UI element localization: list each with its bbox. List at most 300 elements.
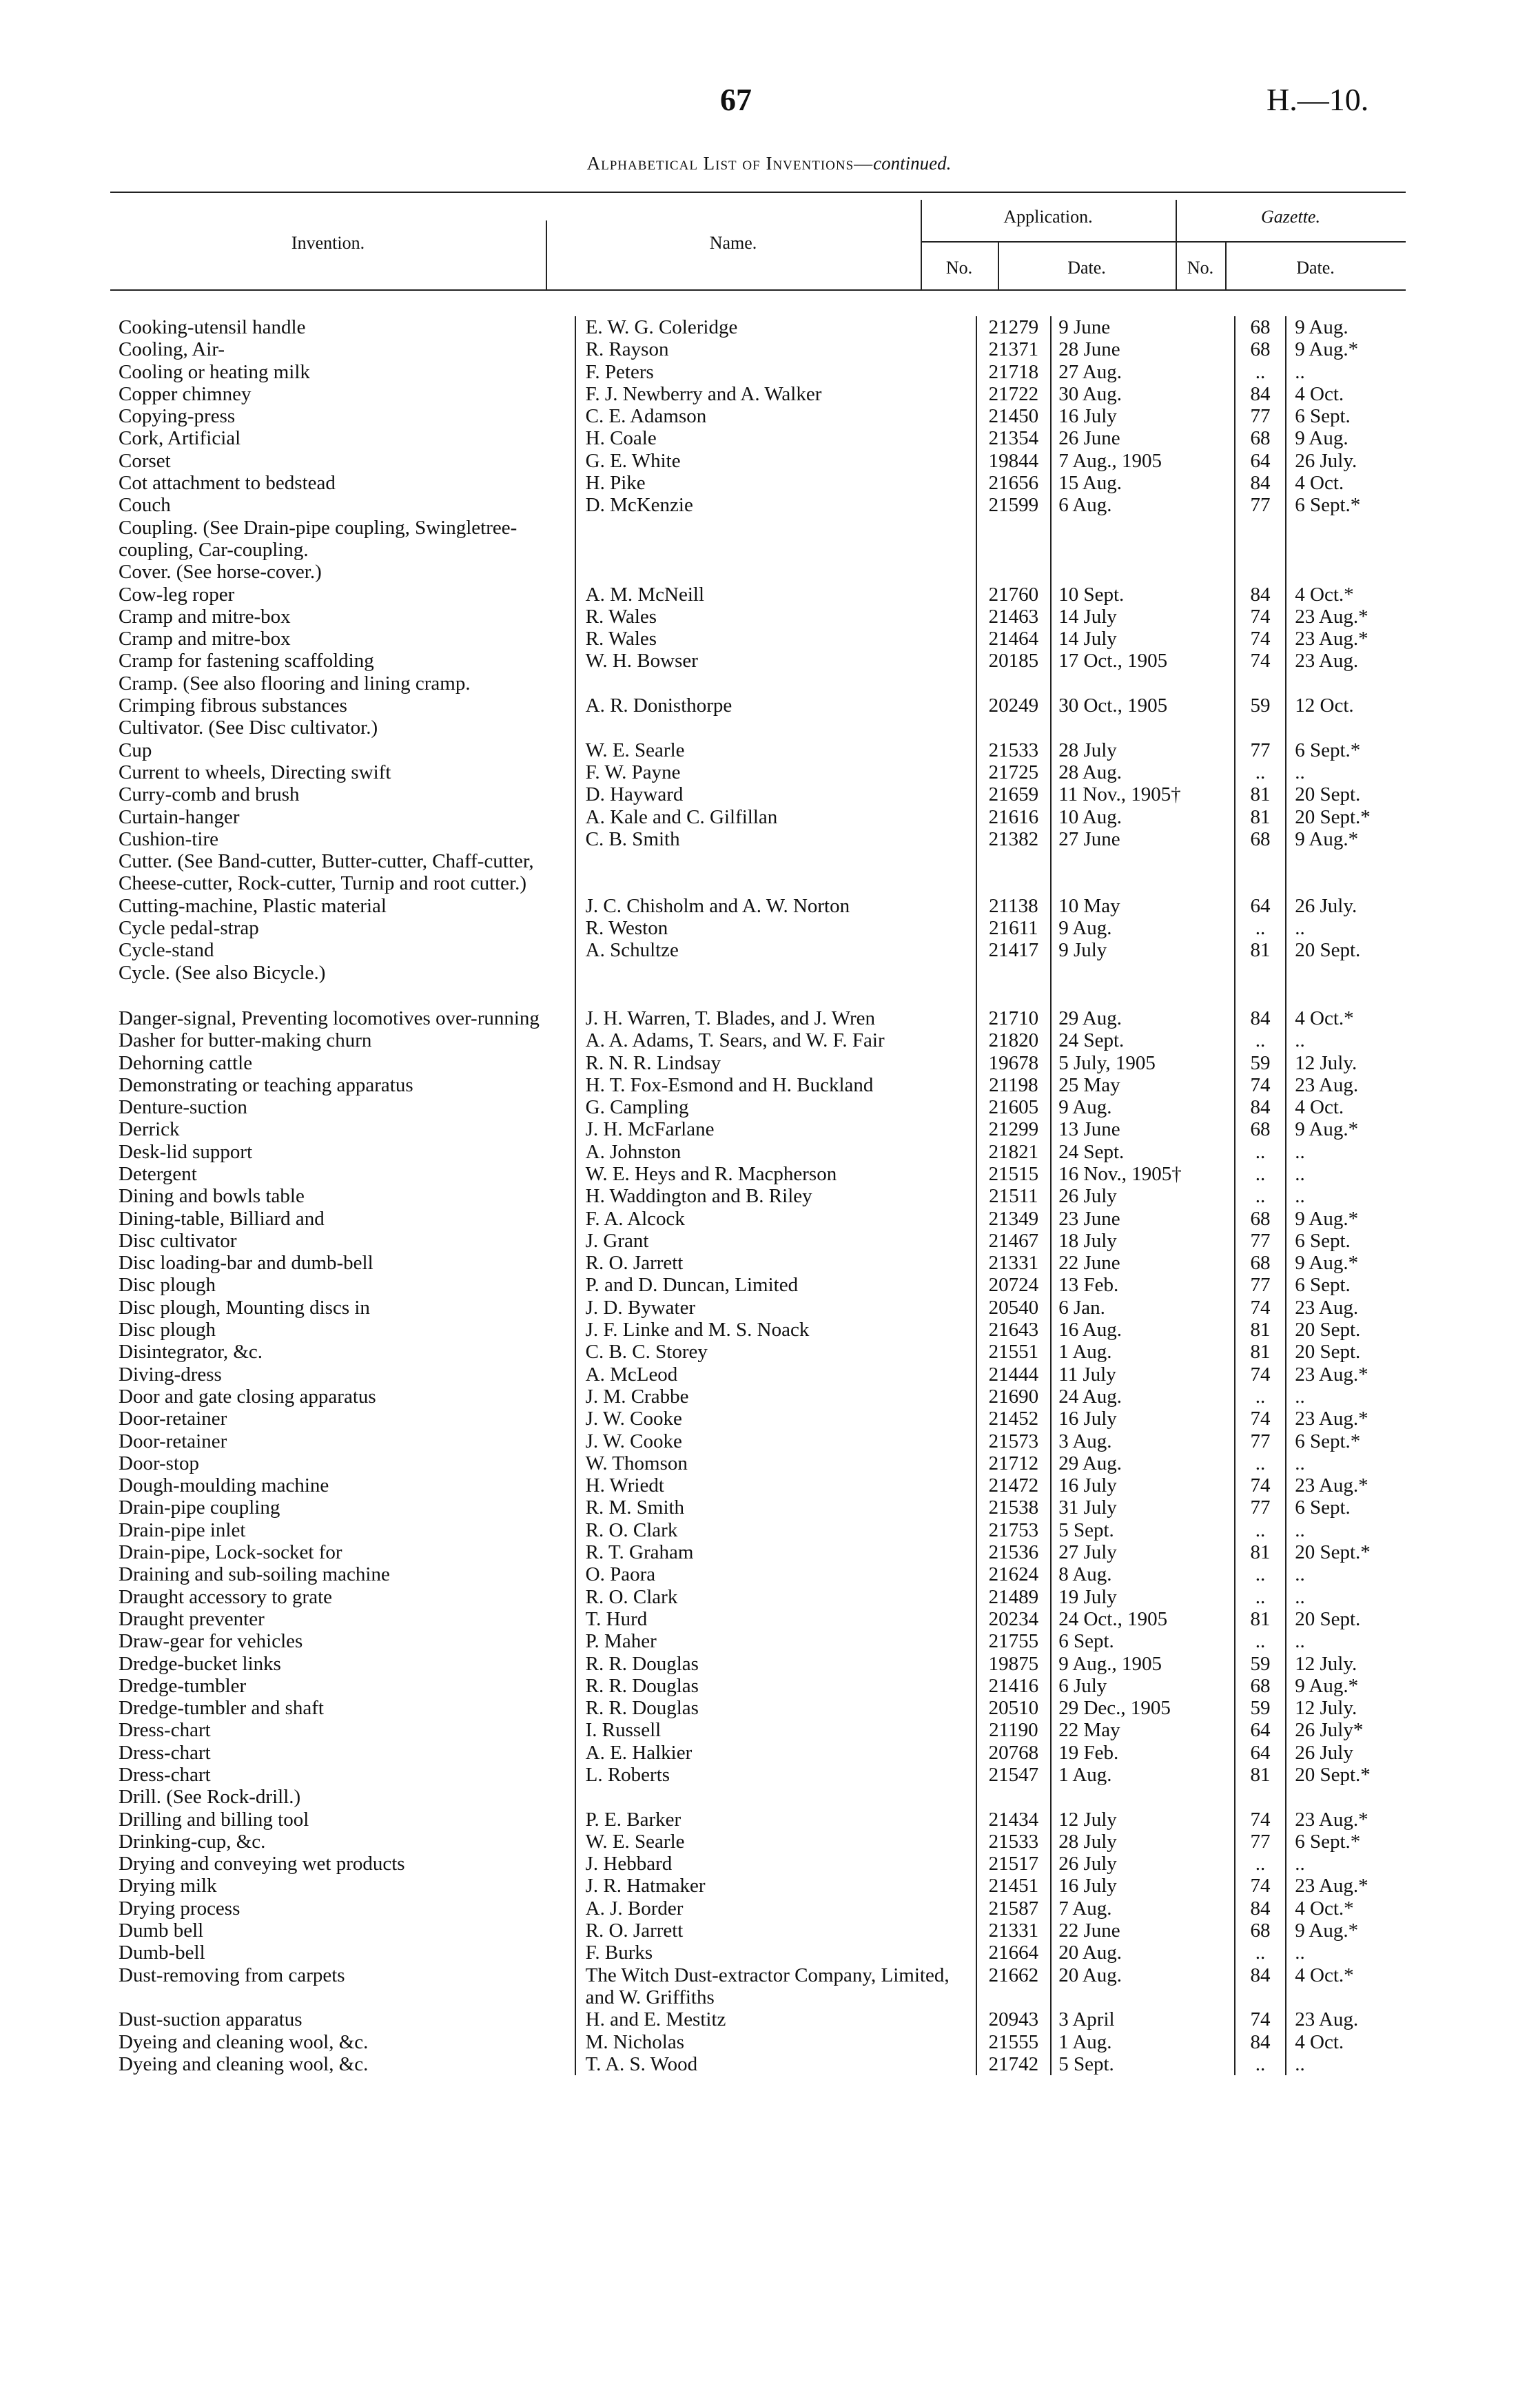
gazette-no-cell: 68 [1235, 828, 1286, 850]
application-date-cell: 27 June [1051, 828, 1234, 850]
gazette-date-cell: 9 Aug. [1286, 316, 1406, 338]
application-date-cell [1051, 517, 1234, 562]
name-cell [575, 672, 976, 694]
gazette-date-cell: .. [1286, 1185, 1406, 1207]
name-cell: F. Burks [575, 1942, 976, 1964]
gazette-date-cell: 26 July. [1286, 895, 1406, 917]
application-date-cell: 6 Aug. [1051, 494, 1234, 516]
application-no-cell: 20249 [976, 694, 1052, 717]
table-row [110, 338, 1406, 360]
table-row [110, 1496, 1406, 1519]
application-date-cell: 16 Nov., 1905† [1051, 1163, 1234, 1185]
gazette-no-cell: 81 [1235, 806, 1286, 828]
invention-cell: Dyeing and cleaning wool, &c. [119, 2052, 369, 2075]
application-no-cell: 21821 [976, 1141, 1052, 1163]
gazette-no-cell: 81 [1235, 1541, 1286, 1563]
gazette-no-cell: 74 [1235, 1474, 1286, 1496]
table-row [110, 1675, 1406, 1697]
gazette-date-cell [1286, 984, 1406, 1007]
invention-cell: Disc plough [119, 1319, 216, 1341]
name-cell: A. Schultze [575, 939, 976, 961]
name-cell: R. O. Clark [575, 1519, 976, 1541]
name-cell: A. R. Donisthorpe [575, 694, 976, 717]
application-no-cell: 20510 [976, 1697, 1052, 1719]
application-date-cell: 5 July, 1905 [1051, 1052, 1234, 1074]
name-cell: M. Nicholas [575, 2031, 976, 2053]
name-cell: A. M. McNeill [575, 584, 976, 606]
application-date-cell: 17 Oct., 1905 [1051, 650, 1234, 672]
application-no-cell: 21464 [976, 628, 1052, 650]
application-no-cell: 21511 [976, 1185, 1052, 1207]
invention-cell: Door-retainer [119, 1408, 227, 1430]
invention-cell: Coupling. (See Drain-pipe coupling, Swingletree-coupling, Car-coupling. [119, 516, 517, 561]
invention-cell: Dredge-tumbler and shaft [119, 1697, 324, 1720]
name-cell: L. Roberts [575, 1764, 976, 1786]
gazette-date-cell: 9 Aug.* [1286, 1920, 1406, 1942]
gazette-no-cell: 64 [1235, 450, 1286, 472]
table-row [110, 1942, 1406, 1964]
gazette-no-cell: .. [1235, 1519, 1286, 1541]
name-cell [575, 1786, 976, 1808]
table-row [110, 405, 1406, 427]
gazette-date-cell: 4 Oct. [1286, 383, 1406, 405]
gazette-date-cell: 4 Oct.* [1286, 584, 1406, 606]
application-date-cell: 9 June [1051, 316, 1234, 338]
gazette-date-cell: 9 Aug.* [1286, 338, 1406, 360]
table-row [110, 494, 1406, 516]
gazette-no-cell: 59 [1235, 1052, 1286, 1074]
table-row [110, 1274, 1406, 1296]
application-no-cell: 21538 [976, 1496, 1052, 1519]
table-row [110, 1809, 1406, 1831]
gazette-no-cell: 84 [1235, 1964, 1286, 2009]
application-no-cell: 21349 [976, 1208, 1052, 1230]
table-row [110, 1141, 1406, 1163]
application-date-cell: 14 July [1051, 628, 1234, 650]
gazette-date-cell: 6 Sept. [1286, 1274, 1406, 1296]
invention-cell: Cow-leg roper [119, 583, 235, 606]
table-row [110, 584, 1406, 606]
gazette-no-cell [1235, 850, 1286, 895]
application-date-cell: 24 Aug. [1051, 1386, 1234, 1408]
col-header-gazette: Gazette. [1261, 207, 1320, 227]
application-date-cell: 22 June [1051, 1252, 1234, 1274]
application-date-cell: 14 July [1051, 606, 1234, 628]
invention-cell: Draining and sub-soiling machine [119, 1563, 390, 1586]
name-cell: W. H. Bowser [575, 650, 976, 672]
name-cell: J. W. Cooke [575, 1408, 976, 1430]
table-row [110, 1653, 1406, 1675]
gazette-date-cell: .. [1286, 1163, 1406, 1185]
application-date-cell: 7 Aug. [1051, 1897, 1234, 1920]
table-row [110, 1163, 1406, 1185]
application-date-cell: 15 Aug. [1051, 472, 1234, 494]
table-row [110, 1786, 1406, 1808]
application-date-cell: 1 Aug. [1051, 2031, 1234, 2053]
name-cell: R. O. Clark [575, 1586, 976, 1608]
name-cell: H. Coale [575, 427, 976, 449]
gazette-date-cell: 6 Sept.* [1286, 739, 1406, 761]
invention-cell: Cooling or heating milk [119, 360, 310, 383]
table-row [110, 1297, 1406, 1319]
gazette-date-cell: 6 Sept.* [1286, 1831, 1406, 1853]
gazette-date-cell: 4 Oct. [1286, 1096, 1406, 1118]
application-date-cell: 28 June [1051, 338, 1234, 360]
table-row [110, 1586, 1406, 1608]
invention-cell: Cooling, Air- [119, 338, 225, 361]
table-row [110, 850, 1406, 895]
name-cell: The Witch Dust-extractor Company, Limited, and W. Griffiths [575, 1964, 976, 2009]
invention-cell: Cramp for fastening scaffolding [119, 650, 374, 672]
application-no-cell: 21611 [976, 917, 1052, 939]
application-date-cell: 31 July [1051, 1496, 1234, 1519]
gazette-no-cell: 64 [1235, 1742, 1286, 1764]
application-no-cell: 19844 [976, 450, 1052, 472]
gazette-date-cell: 23 Aug.* [1286, 1809, 1406, 1831]
invention-cell: Dasher for butter-making churn [119, 1029, 372, 1052]
name-cell: A. Johnston [575, 1141, 976, 1163]
table-row [110, 1563, 1406, 1585]
gazette-date-cell: .. [1286, 1563, 1406, 1585]
invention-cell: Curtain-hanger [119, 805, 240, 828]
table-row [110, 1074, 1406, 1096]
invention-cell: Dust-suction apparatus [119, 2008, 303, 2031]
gazette-no-cell: 77 [1235, 405, 1286, 427]
invention-cell: Cultivator. (See Disc cultivator.) [119, 717, 378, 739]
application-date-cell [1051, 984, 1234, 1007]
application-no-cell: 21753 [976, 1519, 1052, 1541]
invention-cell: Disc plough, Mounting discs in [119, 1296, 370, 1319]
table-row [110, 1230, 1406, 1252]
gazette-no-cell: .. [1235, 1586, 1286, 1608]
application-no-cell: 21725 [976, 761, 1052, 783]
table-row [110, 450, 1406, 472]
gazette-date-cell: 6 Sept.* [1286, 494, 1406, 516]
gazette-no-cell: 68 [1235, 1252, 1286, 1274]
gazette-date-cell: 4 Oct. [1286, 472, 1406, 494]
application-no-cell: 21536 [976, 1541, 1052, 1563]
application-no-cell: 21662 [976, 1964, 1052, 2009]
application-date-cell: 16 July [1051, 1408, 1234, 1430]
gazette-date-cell: 12 July. [1286, 1653, 1406, 1675]
gazette-no-cell: .. [1235, 1163, 1286, 1185]
application-no-cell: 21517 [976, 1853, 1052, 1875]
application-no-cell: 20943 [976, 2008, 1052, 2030]
application-date-cell: 10 Sept. [1051, 584, 1234, 606]
name-cell: J. D. Bywater [575, 1297, 976, 1319]
table-row [110, 383, 1406, 405]
gazette-date-cell: 6 Sept. [1286, 1496, 1406, 1519]
gazette-no-cell: 74 [1235, 1875, 1286, 1897]
application-no-cell: 21331 [976, 1252, 1052, 1274]
gazette-no-cell: 81 [1235, 939, 1286, 961]
gazette-no-cell: 74 [1235, 606, 1286, 628]
gazette-date-cell: .. [1286, 1386, 1406, 1408]
application-no-cell: 21659 [976, 783, 1052, 805]
application-no-cell: 21450 [976, 405, 1052, 427]
application-no-cell: 21444 [976, 1363, 1052, 1386]
invention-cell: Cushion-tire [119, 827, 218, 850]
application-date-cell [1051, 717, 1234, 739]
name-cell: J. Grant [575, 1230, 976, 1252]
gazette-no-cell: 59 [1235, 1697, 1286, 1719]
application-no-cell: 21718 [976, 361, 1052, 383]
application-date-cell: 11 July [1051, 1363, 1234, 1386]
heading-continued: continued. [873, 153, 952, 174]
application-date-cell: 28 Aug. [1051, 761, 1234, 783]
table-row [110, 650, 1406, 672]
gazette-date-cell: 12 July. [1286, 1697, 1406, 1719]
invention-cell: Curry-comb and brush [119, 783, 300, 806]
col-header-application: Application. [1003, 207, 1093, 227]
application-date-cell: 1 Aug. [1051, 1341, 1234, 1363]
application-no-cell [976, 717, 1052, 739]
application-date-cell: 5 Sept. [1051, 2053, 1234, 2075]
gazette-date-cell: .. [1286, 361, 1406, 383]
table-row [110, 895, 1406, 917]
gazette-date-cell: 4 Oct.* [1286, 1007, 1406, 1029]
name-cell: R. R. Douglas [575, 1675, 976, 1697]
application-no-cell: 21820 [976, 1029, 1052, 1051]
table-row [110, 1029, 1406, 1051]
invention-cell: Drilling and billing tool [119, 1808, 309, 1831]
invention-cell: Demonstrating or teaching apparatus [119, 1073, 413, 1096]
name-cell: F. A. Alcock [575, 1208, 976, 1230]
name-cell: C. B. Smith [575, 828, 976, 850]
invention-cell: Danger-signal, Preventing locomotives over-running [119, 1007, 540, 1029]
table-row [110, 962, 1406, 984]
application-date-cell: 24 Oct., 1905 [1051, 1608, 1234, 1630]
gazette-date-cell: 23 Aug. [1286, 1297, 1406, 1319]
application-no-cell: 21547 [976, 1764, 1052, 1786]
name-cell: C. E. Adamson [575, 405, 976, 427]
application-rule [921, 241, 1406, 243]
gazette-date-cell: .. [1286, 761, 1406, 783]
invention-cell: Drying process [119, 1897, 240, 1920]
application-date-cell: 6 Sept. [1051, 1630, 1234, 1652]
application-no-cell: 21605 [976, 1096, 1052, 1118]
application-date-cell: 6 July [1051, 1675, 1234, 1697]
gazette-no-cell: 77 [1235, 1496, 1286, 1519]
application-no-cell: 21742 [976, 2053, 1052, 2075]
col-header-app-date: Date. [1067, 258, 1106, 278]
application-no-cell: 21371 [976, 338, 1052, 360]
invention-cell: Drain-pipe, Lock-socket for [119, 1541, 342, 1564]
application-date-cell: 11 Nov., 1905† [1051, 783, 1234, 805]
gazette-no-cell: .. [1235, 1029, 1286, 1051]
table-row [110, 1096, 1406, 1118]
invention-cell: Cutting-machine, Plastic material [119, 894, 387, 917]
gazette-date-cell: .. [1286, 1942, 1406, 1964]
header-divider-name [546, 220, 547, 289]
gazette-date-cell: .. [1286, 2053, 1406, 2075]
invention-cell: Dining-table, Billiard and [119, 1207, 325, 1230]
table-row [110, 1386, 1406, 1408]
application-no-cell: 21624 [976, 1563, 1052, 1585]
table-row [110, 1341, 1406, 1363]
name-cell: J. H. Warren, T. Blades, and J. Wren [575, 1007, 976, 1029]
gazette-date-cell: .. [1286, 1452, 1406, 1474]
gazette-date-cell: 6 Sept. [1286, 405, 1406, 427]
gazette-no-cell: .. [1235, 1141, 1286, 1163]
gazette-no-cell: 64 [1235, 895, 1286, 917]
gazette-date-cell: 20 Sept. [1286, 783, 1406, 805]
application-date-cell: 29 Dec., 1905 [1051, 1697, 1234, 1719]
invention-cell: Disintegrator, &c. [119, 1341, 263, 1363]
invention-cell: Dredge-bucket links [119, 1652, 281, 1675]
name-cell [575, 984, 976, 1007]
gazette-no-cell [1235, 672, 1286, 694]
name-cell: R. M. Smith [575, 1496, 976, 1519]
name-cell: A. A. Adams, T. Sears, and W. F. Fair [575, 1029, 976, 1051]
name-cell: R. N. R. Lindsay [575, 1052, 976, 1074]
application-date-cell: 16 July [1051, 1474, 1234, 1496]
col-header-invention: Invention. [291, 233, 365, 253]
gazette-date-cell: .. [1286, 1853, 1406, 1875]
table-row [110, 472, 1406, 494]
gazette-no-cell: 68 [1235, 338, 1286, 360]
name-cell [575, 561, 976, 583]
name-cell: J. M. Crabbe [575, 1386, 976, 1408]
application-no-cell: 21382 [976, 828, 1052, 850]
name-cell [575, 517, 976, 562]
invention-cell: Current to wheels, Directing swift [119, 761, 391, 783]
gazette-no-cell: 74 [1235, 628, 1286, 650]
application-no-cell: 21467 [976, 1230, 1052, 1252]
gazette-no-cell: 74 [1235, 1297, 1286, 1319]
table-row [110, 1208, 1406, 1230]
application-no-cell [976, 984, 1052, 1007]
gazette-no-cell: .. [1235, 1942, 1286, 1964]
gazette-date-cell [1286, 1786, 1406, 1808]
gazette-no-cell [1235, 717, 1286, 739]
invention-cell: Desk-lid support [119, 1140, 253, 1163]
gazette-date-cell: 20 Sept. [1286, 1341, 1406, 1363]
invention-cell: Door-retainer [119, 1430, 227, 1452]
application-no-cell: 20768 [976, 1742, 1052, 1764]
invention-cell: Dyeing and cleaning wool, &c. [119, 2030, 369, 2053]
table-row [110, 1764, 1406, 1786]
gazette-date-cell: .. [1286, 1519, 1406, 1541]
application-no-cell: 21656 [976, 472, 1052, 494]
name-cell: P. E. Barker [575, 1809, 976, 1831]
invention-cell: Dust-removing from carpets [119, 1964, 345, 1986]
gazette-no-cell: .. [1235, 917, 1286, 939]
application-no-cell: 21463 [976, 606, 1052, 628]
table-row [110, 1608, 1406, 1630]
application-no-cell: 21452 [976, 1408, 1052, 1430]
invention-cell: Drain-pipe coupling [119, 1496, 280, 1519]
name-cell: R. Wales [575, 628, 976, 650]
application-no-cell: 19875 [976, 1653, 1052, 1675]
application-no-cell: 21712 [976, 1452, 1052, 1474]
gazette-no-cell: 77 [1235, 1831, 1286, 1853]
name-cell: W. Thomson [575, 1452, 976, 1474]
gazette-no-cell: 68 [1235, 427, 1286, 449]
application-date-cell: 5 Sept. [1051, 1519, 1234, 1541]
gazette-no-cell: 68 [1235, 1675, 1286, 1697]
page-number: 67 [720, 82, 752, 117]
gazette-date-cell: .. [1286, 1586, 1406, 1608]
gazette-no-cell: 84 [1235, 2031, 1286, 2053]
table-row [110, 628, 1406, 650]
gazette-no-cell [1235, 984, 1286, 1007]
application-no-cell: 21616 [976, 806, 1052, 828]
name-cell: J. H. McFarlane [575, 1118, 976, 1140]
application-no-cell: 21533 [976, 1831, 1052, 1853]
invention-cell: Dough-moulding machine [119, 1474, 329, 1497]
name-cell: J. F. Linke and M. S. Noack [575, 1319, 976, 1341]
name-cell: H. Waddington and B. Riley [575, 1185, 976, 1207]
gazette-no-cell: 81 [1235, 1319, 1286, 1341]
name-cell: P. and D. Duncan, Limited [575, 1274, 976, 1296]
table-row [110, 361, 1406, 383]
application-no-cell: 21489 [976, 1586, 1052, 1608]
invention-cell: Draught accessory to grate [119, 1585, 333, 1608]
application-date-cell: 26 June [1051, 427, 1234, 449]
application-date-cell: 6 Jan. [1051, 1297, 1234, 1319]
application-date-cell: 26 July [1051, 1853, 1234, 1875]
table-row [110, 739, 1406, 761]
invention-cell: Cot attachment to bedstead [119, 472, 336, 495]
application-date-cell: 23 June [1051, 1208, 1234, 1230]
invention-cell: Disc loading-bar and dumb-bell [119, 1252, 373, 1275]
gazette-no-cell: .. [1235, 1563, 1286, 1585]
invention-cell: Cup [119, 739, 152, 761]
application-date-cell: 18 July [1051, 1230, 1234, 1252]
application-date-cell [1051, 1786, 1234, 1808]
application-date-cell: 8 Aug. [1051, 1563, 1234, 1585]
name-cell: H. Wriedt [575, 1474, 976, 1496]
table-row [110, 2008, 1406, 2030]
invention-cell: Corset [119, 449, 171, 472]
gazette-date-cell: 20 Sept.* [1286, 1764, 1406, 1786]
invention-cell: Door-stop [119, 1452, 200, 1474]
gazette-no-cell: 77 [1235, 1274, 1286, 1296]
gazette-no-cell: .. [1235, 2053, 1286, 2075]
gazette-no-cell: 64 [1235, 1719, 1286, 1741]
gazette-date-cell: 4 Oct.* [1286, 1964, 1406, 2009]
invention-cell: Denture-suction [119, 1096, 247, 1119]
col-header-app-no: No. [945, 258, 973, 278]
application-no-cell: 21555 [976, 2031, 1052, 2053]
gazette-date-cell: 9 Aug.* [1286, 1675, 1406, 1697]
name-cell: G. Campling [575, 1096, 976, 1118]
invention-cell: Drying milk [119, 1875, 217, 1897]
invention-cell: Copper chimney [119, 382, 252, 405]
gazette-date-cell [1286, 850, 1406, 895]
name-cell: T. A. S. Wood [575, 2053, 976, 2075]
gazette-no-cell: 68 [1235, 316, 1286, 338]
gazette-no-cell: 59 [1235, 1653, 1286, 1675]
gazette-no-cell: 77 [1235, 739, 1286, 761]
gazette-no-cell: 68 [1235, 1208, 1286, 1230]
application-date-cell: 9 Aug. [1051, 917, 1234, 939]
application-no-cell: 21451 [976, 1875, 1052, 1897]
name-cell: J. R. Hatmaker [575, 1875, 976, 1897]
name-cell [575, 962, 976, 984]
invention-cell: Drinking-cup, &c. [119, 1830, 266, 1853]
table-row [110, 1875, 1406, 1897]
name-cell: W. E. Searle [575, 739, 976, 761]
gazette-no-cell: .. [1235, 761, 1286, 783]
name-cell: R. Wales [575, 606, 976, 628]
gazette-date-cell: 9 Aug.* [1286, 1208, 1406, 1230]
name-cell: O. Paora [575, 1563, 976, 1585]
table-row [110, 694, 1406, 717]
name-cell: A. E. Halkier [575, 1742, 976, 1764]
name-cell: W. E. Searle [575, 1831, 976, 1853]
